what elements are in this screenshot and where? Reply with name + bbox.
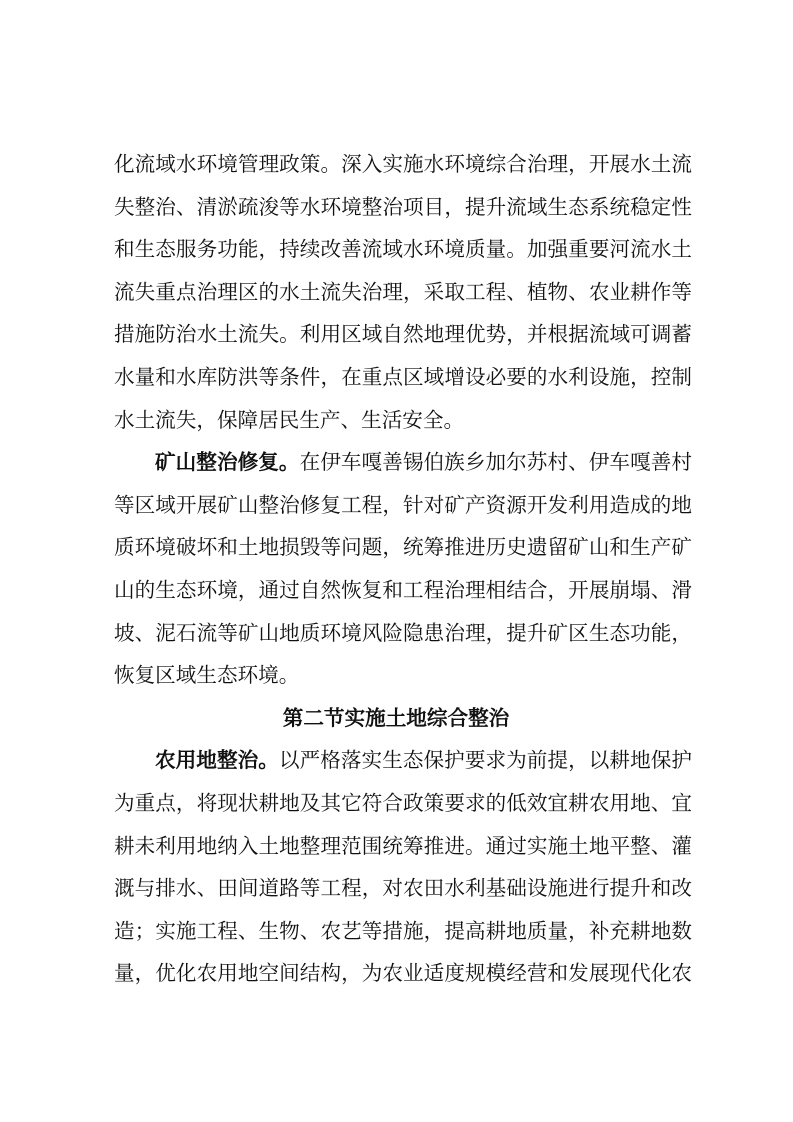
text-line: 量，优化农用地空间结构，为农业适度规模经营和发展现代化农: [114, 961, 692, 986]
section-heading: 第二节实施土地综合整治: [282, 705, 510, 730]
text-line: 措施防治水土流失。利用区域自然地理优势，并根据流域可调蓄: [114, 322, 692, 347]
text-line: 和生态服务功能，持续改善流域水环境质量。加强重要河流水土: [114, 237, 692, 262]
text-line: 质环境破坏和土地损毁等问题，统筹推进历史遗留矿山和生产矿: [114, 535, 692, 560]
text-line: 山的生态环境，通过自然恢复和工程治理相结合，开展崩塌、滑: [114, 577, 692, 602]
text-line: 等区域开展矿山整治修复工程，针对矿产资源开发利用造成的地: [114, 492, 692, 517]
text-run: 以严格落实生态保护要求为前提，以耕地保护: [278, 748, 692, 773]
text-line: 为重点，将现状耕地及其它符合政策要求的低效宜耕农用地、宜: [114, 790, 692, 815]
text-line: 坡、泥石流等矿山地质环境风险隐患治理，提升矿区生态功能，: [114, 620, 692, 645]
paragraph-mine-restoration: [114, 441, 692, 697]
text-line: 恢复区域生态环境。: [114, 663, 300, 688]
text-line: 失整治、清淤疏浚等水环境整治项目，提升流域生态系统稳定性: [114, 194, 692, 219]
paragraph-farmland-consolidation: [114, 739, 692, 995]
text-line: [114, 739, 692, 782]
paragraph-lead-heading: 农用地整治。: [155, 748, 279, 773]
document-body: [114, 143, 692, 995]
text-line: 造；实施工程、生物、农艺等措施，提高耕地质量，补充耕地数: [114, 918, 692, 943]
text-line: 溉与排水、田间道路等工程，对农田水利基础设施进行提升和改: [114, 876, 692, 901]
text-line: 水量和水库防洪等条件，在重点区域增设必要的水利设施，控制: [114, 364, 692, 389]
text-line: 耕未利用地纳入土地整理范围统筹推进。通过实施土地平整、灌: [114, 833, 692, 858]
paragraph-lead-heading: 矿山整治修复。: [155, 450, 300, 475]
text-line: [114, 441, 692, 484]
text-line: 水土流失，保障居民生产、生活安全。: [114, 407, 465, 432]
text-run: 在伊车嘎善锡伯族乡加尔苏村、伊车嘎善村: [299, 450, 692, 475]
paragraph-water-management: [114, 143, 692, 441]
text-line: 化流域水环境管理政策。深入实施水环境综合治理，开展水土流: [114, 152, 692, 176]
text-line: 流失重点治理区的水土流失治理，采取工程、植物、农业耕作等: [114, 279, 692, 304]
